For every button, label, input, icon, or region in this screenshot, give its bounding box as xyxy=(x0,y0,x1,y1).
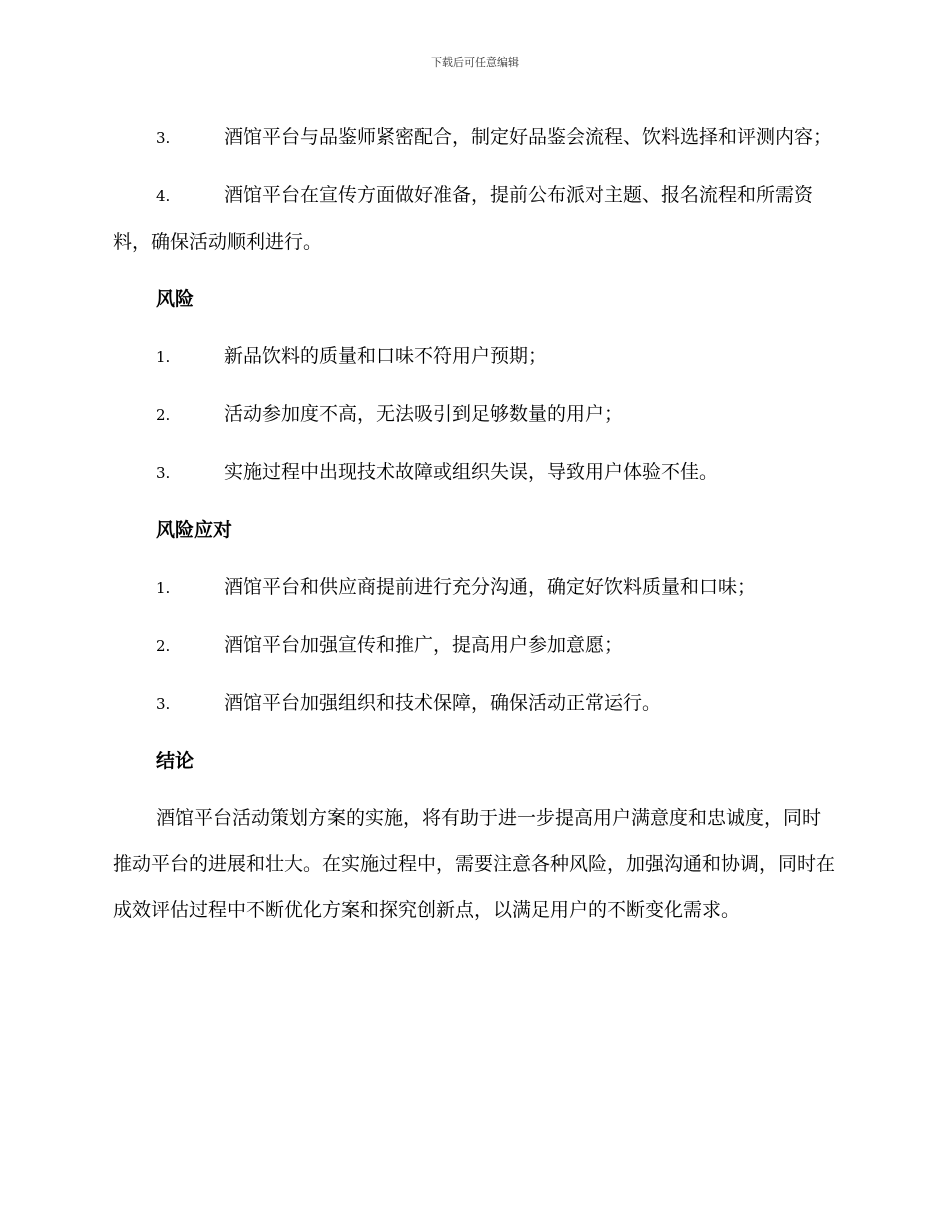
item-number: 1. xyxy=(156,579,171,597)
document-body xyxy=(113,114,835,933)
item-number: 2. xyxy=(156,406,171,424)
item-number: 4. xyxy=(156,187,171,205)
item-number: 3. xyxy=(156,695,171,713)
item-text: 酒馆平台和供应商提前进行充分沟通，确定好饮料质量和口味； xyxy=(224,576,757,598)
list-item xyxy=(113,114,835,161)
page-header: 下载后可任意编辑 xyxy=(431,56,519,69)
list-item xyxy=(113,622,835,669)
item-text: 活动参加度不高，无法吸引到足够数量的用户； xyxy=(224,403,624,425)
item-text: 酒馆平台与品鉴师紧密配合，制定好品鉴会流程、饮料选择和评测内容； xyxy=(224,126,833,148)
section-heading-risk: 风险 xyxy=(156,288,195,310)
item-text: 酒馆平台加强宣传和推广，提高用户参加意愿； xyxy=(224,634,624,656)
list-item xyxy=(113,333,835,380)
list-item xyxy=(113,449,835,496)
item-text: 酒馆平台加强组织和技术保障，确保活动正常运行。 xyxy=(224,692,662,714)
conclusion-paragraph: 酒馆平台活动策划方案的实施，将有助于进一步提高用户满意度和忠诚度，同时推动平台的进展和壮大。在实施过程中，需要注意各种风险，加强沟通和协调，同时在成效评估过程中不断优化方案和探究创新点，以满足用户的不断变化需求。 xyxy=(113,807,836,921)
list-item xyxy=(113,172,835,265)
item-number: 2. xyxy=(156,637,171,655)
item-text: 酒馆平台在宣传方面做好准备，提前公布派对主题、报名流程和所需资料，确保活动顺利进行。 xyxy=(113,184,814,253)
item-text: 新品饮料的质量和口味不符用户预期； xyxy=(224,345,548,367)
list-item xyxy=(113,391,835,438)
item-number: 3. xyxy=(156,464,171,482)
list-item xyxy=(113,564,835,611)
list-item xyxy=(113,680,835,727)
item-text: 实施过程中出现技术故障或组织失误，导致用户体验不佳。 xyxy=(224,461,719,483)
section-heading-risk-response: 风险应对 xyxy=(156,519,233,541)
item-number: 1. xyxy=(156,348,171,366)
section-heading-conclusion: 结论 xyxy=(156,750,195,772)
item-number: 3. xyxy=(156,129,171,147)
